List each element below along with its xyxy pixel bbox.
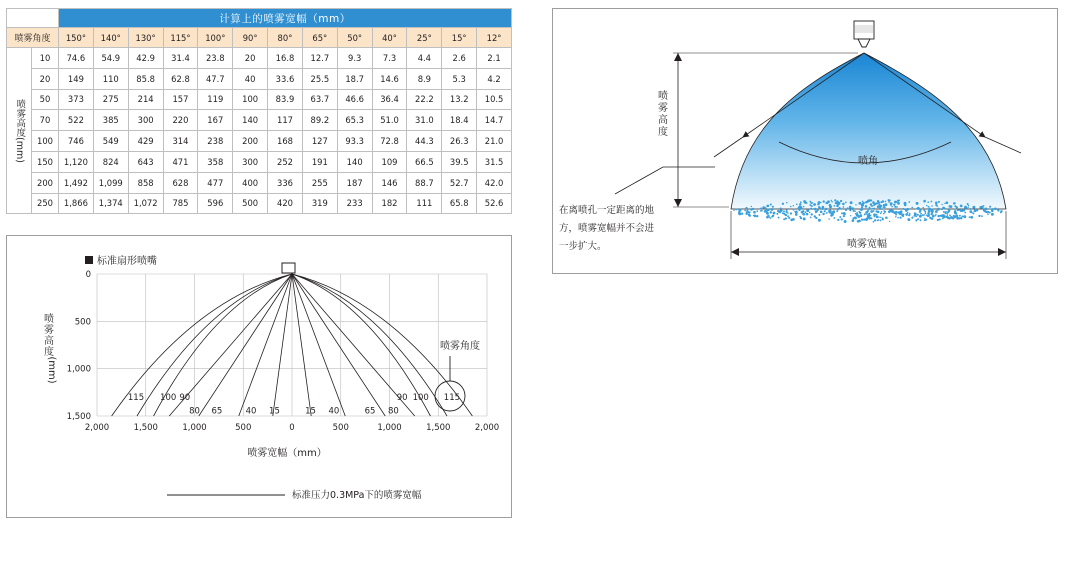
width-value-cell: 22.2 <box>407 89 442 110</box>
table-row <box>7 110 512 131</box>
nozzle-icon <box>854 21 874 47</box>
series-label: 115 <box>443 393 461 404</box>
y-tick-label: 1,500 <box>66 412 91 422</box>
width-value-cell: 140 <box>337 151 372 172</box>
y-axis-label <box>44 312 57 384</box>
width-value-cell: 40 <box>233 68 268 89</box>
x-tick-label: 1,000 <box>377 423 402 433</box>
width-value-cell: 200 <box>233 131 268 152</box>
width-value-cell: 54.9 <box>93 48 128 69</box>
svg-text:高: 高 <box>658 115 668 126</box>
note-leader-line <box>615 167 715 194</box>
width-value-cell: 127 <box>302 131 337 152</box>
spray-angle-label: 喷角 <box>858 156 878 167</box>
spray-diagram-panel <box>552 8 1058 274</box>
angle-header-cell: 65° <box>302 28 337 48</box>
width-value-cell: 52.7 <box>442 172 477 193</box>
width-value-cell: 336 <box>268 172 303 193</box>
x-tick-label: 500 <box>235 423 252 433</box>
width-value-cell: 13.2 <box>442 89 477 110</box>
width-value-cell: 33.6 <box>268 68 303 89</box>
series-label: 90 <box>396 393 408 404</box>
angle-header-cell: 25° <box>407 28 442 48</box>
width-value-cell: 10.5 <box>477 89 512 110</box>
width-arrow-right-icon <box>998 248 1006 256</box>
series-line-40-right <box>292 274 345 416</box>
width-value-cell: 72.8 <box>372 131 407 152</box>
series-label: 80 <box>189 406 200 417</box>
series-label: 65 <box>364 406 376 417</box>
width-value-cell: 93.3 <box>337 131 372 152</box>
width-value-cell: 109 <box>372 151 407 172</box>
table-row <box>7 68 512 89</box>
width-value-cell: 2.1 <box>477 48 512 69</box>
angle-line-left-ext <box>714 137 743 157</box>
width-value-cell: 220 <box>163 110 198 131</box>
width-value-cell: 182 <box>372 193 407 214</box>
legend-square-icon <box>85 256 93 264</box>
width-value-cell: 358 <box>198 151 233 172</box>
width-value-cell: 23.8 <box>198 48 233 69</box>
width-value-cell: 500 <box>233 193 268 214</box>
svg-text:度: 度 <box>44 347 54 358</box>
width-value-cell: 1,866 <box>59 193 94 214</box>
width-value-cell: 44.3 <box>407 131 442 152</box>
width-value-cell: 1,099 <box>93 172 128 193</box>
width-value-cell: 42.9 <box>128 48 163 69</box>
table-row <box>7 89 512 110</box>
x-tick-label: 1,000 <box>182 423 207 433</box>
width-value-cell: 471 <box>163 151 198 172</box>
x-tick-label: 0 <box>289 423 295 433</box>
width-value-cell: 42.0 <box>477 172 512 193</box>
width-value-cell: 187 <box>337 172 372 193</box>
width-value-cell: 157 <box>163 89 198 110</box>
series-line-15-left <box>273 274 292 416</box>
y-tick-label: 0 <box>85 270 91 280</box>
height-cell: 10 <box>32 48 59 69</box>
width-value-cell: 167 <box>198 110 233 131</box>
width-value-cell: 314 <box>163 131 198 152</box>
width-value-cell: 1,072 <box>128 193 163 214</box>
width-value-cell: 168 <box>268 131 303 152</box>
width-value-cell: 8.9 <box>407 68 442 89</box>
width-value-cell: 65.8 <box>442 193 477 214</box>
width-value-cell: 522 <box>59 110 94 131</box>
width-value-cell: 300 <box>128 110 163 131</box>
series-line-90-right <box>292 274 430 416</box>
width-value-cell: 20 <box>233 48 268 69</box>
width-value-cell: 746 <box>59 131 94 152</box>
width-value-cell: 858 <box>128 172 163 193</box>
series-label: 40 <box>328 406 340 417</box>
width-value-cell: 300 <box>233 151 268 172</box>
height-cell: 50 <box>32 89 59 110</box>
width-value-cell: 89.2 <box>302 110 337 131</box>
angle-header-cell: 130° <box>128 28 163 48</box>
width-value-cell: 51.0 <box>372 110 407 131</box>
width-value-cell: 18.4 <box>442 110 477 131</box>
x-axis-label: 喷雾宽幅（mm） <box>247 448 327 459</box>
width-value-cell: 191 <box>302 151 337 172</box>
nozzle-icon <box>282 263 295 273</box>
x-tick-label: 1,500 <box>426 423 451 433</box>
width-label: 喷雾宽幅 <box>847 239 887 250</box>
svg-text:(mm): (mm) <box>46 356 57 384</box>
width-value-cell: 18.7 <box>337 68 372 89</box>
series-label: 15 <box>269 406 280 417</box>
x-tick-label: 2,000 <box>474 423 500 433</box>
width-value-cell: 31.4 <box>163 48 198 69</box>
height-label <box>658 89 668 138</box>
spray-fan-shape <box>731 53 1006 209</box>
spray-chart <box>7 236 513 519</box>
width-value-cell: 255 <box>302 172 337 193</box>
svg-text:高: 高 <box>44 336 54 347</box>
height-cell: 20 <box>32 68 59 89</box>
width-value-cell: 25.5 <box>302 68 337 89</box>
width-value-cell: 2.6 <box>442 48 477 69</box>
width-value-cell: 9.3 <box>337 48 372 69</box>
series-label: 90 <box>179 393 191 404</box>
width-value-cell: 420 <box>268 193 303 214</box>
footer-note: 标准压力0.3MPa下的喷雾宽幅 <box>292 490 422 501</box>
y-tick-label: 1,000 <box>66 364 91 375</box>
width-value-cell: 14.7 <box>477 110 512 131</box>
table-row <box>7 151 512 172</box>
svg-text:一步扩大。: 一步扩大。 <box>559 241 607 252</box>
width-value-cell: 373 <box>59 89 94 110</box>
svg-text:度: 度 <box>658 127 668 138</box>
width-value-cell: 824 <box>93 151 128 172</box>
width-value-cell: 66.5 <box>407 151 442 172</box>
series-line-40-left <box>239 274 292 416</box>
width-value-cell: 549 <box>93 131 128 152</box>
spray-chart-panel <box>6 235 512 518</box>
width-value-cell: 252 <box>268 151 303 172</box>
chart-series-labels <box>128 393 460 416</box>
angle-header-label: 喷雾角度 <box>7 28 59 48</box>
width-value-cell: 628 <box>163 172 198 193</box>
angle-header-cell: 15° <box>442 28 477 48</box>
width-value-cell: 4.2 <box>477 68 512 89</box>
width-value-cell: 596 <box>198 193 233 214</box>
angle-header-cell: 90° <box>233 28 268 48</box>
svg-text:方，喷雾宽幅并不会进: 方，喷雾宽幅并不会进 <box>559 223 655 234</box>
width-value-cell: 1,120 <box>59 151 94 172</box>
width-value-cell: 110 <box>93 68 128 89</box>
height-arrow-top-icon <box>674 53 682 61</box>
height-cell: 200 <box>32 172 59 193</box>
height-header-label: 喷雾高度(mm) <box>7 48 32 214</box>
width-value-cell: 5.3 <box>442 68 477 89</box>
width-value-cell: 88.7 <box>407 172 442 193</box>
width-value-cell: 63.7 <box>302 89 337 110</box>
angle-header-cell: 140° <box>93 28 128 48</box>
annotation-label: 喷雾角度 <box>440 341 480 352</box>
width-value-cell: 117 <box>268 110 303 131</box>
angle-header-cell: 50° <box>337 28 372 48</box>
width-value-cell: 4.4 <box>407 48 442 69</box>
series-label: 100 <box>160 393 177 404</box>
width-value-cell: 238 <box>198 131 233 152</box>
spray-diagram <box>553 9 1059 275</box>
width-value-cell: 140 <box>233 110 268 131</box>
width-value-cell: 47.7 <box>198 68 233 89</box>
width-value-cell: 1,374 <box>93 193 128 214</box>
svg-text:在离喷孔一定距离的地: 在离喷孔一定距离的地 <box>559 205 655 216</box>
note-text <box>559 204 655 252</box>
width-value-cell: 16.8 <box>268 48 303 69</box>
width-value-cell: 149 <box>59 68 94 89</box>
height-arrow-bottom-icon <box>674 199 682 207</box>
x-tick-label: 1,500 <box>133 423 158 433</box>
width-value-cell: 14.6 <box>372 68 407 89</box>
series-label: 100 <box>412 393 429 404</box>
width-value-cell: 477 <box>198 172 233 193</box>
series-line-15-right <box>292 274 311 416</box>
series-label: 80 <box>387 406 399 417</box>
width-value-cell: 319 <box>302 193 337 214</box>
width-value-cell: 643 <box>128 151 163 172</box>
width-value-cell: 785 <box>163 193 198 214</box>
height-cell: 250 <box>32 193 59 214</box>
table-title: 计算上的喷雾宽幅（mm） <box>59 9 512 28</box>
series-label: 15 <box>305 406 316 417</box>
table-row <box>7 193 512 214</box>
angle-header-cell: 80° <box>268 28 303 48</box>
table-row <box>7 48 512 69</box>
width-value-cell: 85.8 <box>128 68 163 89</box>
height-cell: 150 <box>32 151 59 172</box>
angle-header-cell: 40° <box>372 28 407 48</box>
width-value-cell: 100 <box>233 89 268 110</box>
height-cell: 100 <box>32 131 59 152</box>
width-value-cell: 62.8 <box>163 68 198 89</box>
angle-line-right-ext <box>985 137 1021 153</box>
width-value-cell: 36.4 <box>372 89 407 110</box>
width-value-cell: 1,492 <box>59 172 94 193</box>
width-value-cell: 146 <box>372 172 407 193</box>
chart-tick-labels <box>67 270 500 433</box>
width-value-cell: 31.5 <box>477 151 512 172</box>
width-value-cell: 21.0 <box>477 131 512 152</box>
angle-header-cell: 150° <box>59 28 94 48</box>
series-label: 65 <box>211 406 223 417</box>
x-tick-label: 500 <box>332 423 349 433</box>
width-value-cell: 385 <box>93 110 128 131</box>
y-tick-label: 500 <box>74 317 91 328</box>
table-row <box>7 172 512 193</box>
width-value-cell: 31.0 <box>407 110 442 131</box>
width-value-cell: 74.6 <box>59 48 94 69</box>
width-value-cell: 429 <box>128 131 163 152</box>
spray-width-table <box>6 8 512 214</box>
angle-header-cell: 115° <box>163 28 198 48</box>
angle-header-cell: 12° <box>477 28 512 48</box>
width-value-cell: 233 <box>337 193 372 214</box>
x-tick-label: 2,000 <box>84 423 110 433</box>
width-value-cell: 7.3 <box>372 48 407 69</box>
width-value-cell: 119 <box>198 89 233 110</box>
table-corner <box>7 9 59 28</box>
width-value-cell: 275 <box>93 89 128 110</box>
width-value-cell: 26.3 <box>442 131 477 152</box>
width-value-cell: 214 <box>128 89 163 110</box>
width-value-cell: 83.9 <box>268 89 303 110</box>
width-value-cell: 52.6 <box>477 193 512 214</box>
width-arrow-left-icon <box>731 248 739 256</box>
width-value-cell: 65.3 <box>337 110 372 131</box>
width-value-cell: 12.7 <box>302 48 337 69</box>
table-row <box>7 131 512 152</box>
width-value-cell: 111 <box>407 193 442 214</box>
height-cell: 70 <box>32 110 59 131</box>
svg-text:喷: 喷 <box>658 91 668 102</box>
svg-text:雾: 雾 <box>44 325 54 336</box>
series-label: 115 <box>127 393 145 404</box>
svg-text:雾: 雾 <box>658 103 668 114</box>
series-label: 40 <box>245 406 257 417</box>
angle-header-cell: 100° <box>198 28 233 48</box>
svg-text:喷: 喷 <box>44 314 54 325</box>
legend-label: 标准扇形喷嘴 <box>97 256 157 267</box>
width-value-cell: 46.6 <box>337 89 372 110</box>
width-value-cell: 39.5 <box>442 151 477 172</box>
width-value-cell: 400 <box>233 172 268 193</box>
